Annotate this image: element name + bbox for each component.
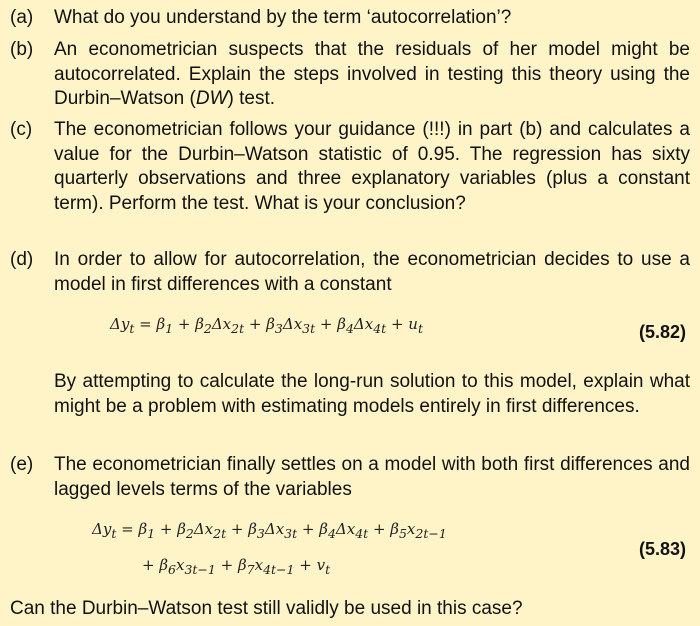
equation-5-83-line2: + $\beta_6x_{3t-1} + \beta_7x_{4t-1} + v_t$ — [142, 556, 331, 577]
question-b-text — [54, 38, 690, 112]
question-b-text-part2: ) test. — [227, 88, 276, 109]
question-e-text: The econometrician finally settles on a model with both first differences and lagged levels terms of the variables — [54, 454, 690, 500]
question-d-label: (d) — [10, 249, 34, 270]
question-d-follow-up — [10, 370, 690, 419]
question-a-text: What do you understand by the term ‘autocorrelation’? — [54, 7, 512, 28]
question-c-text: The econometrician follows your guidance (!!!) in part (b) and calculates a value for the Durbin–Watson statistic of 0.95. The regression has sixty quarterly observations and three explanatory variables (plus a constant term). Perform the test. What is your conclusion? — [54, 119, 690, 214]
question-b-text-em: DW — [195, 88, 228, 109]
closing-question: Can the Durbin–Watson test still validly be used in this case? — [10, 598, 523, 619]
question-a-label: (a) — [10, 7, 34, 28]
question-c-label: (c) — [10, 119, 33, 140]
question-e — [10, 453, 690, 502]
question-d — [10, 248, 690, 297]
question-b-text-part1: An econometrician suspects that the residuals of her model might be autocorrelated. Explain the steps involved in testing this theory using the Durbin–Watson ( — [54, 39, 690, 109]
equation-number-5-82: (5.82) — [638, 322, 686, 342]
equation-5-82: $\Delta y_t = \beta_1 + \beta_2\Delta x_{2t} + \beta_3\Delta x_{3t} + \beta_4\Delta x_{4t} + u_t$ — [110, 315, 423, 336]
question-b — [10, 38, 690, 112]
question-d-follow-up-text: By attempting to calculate the long-run solution to this model, explain what might be a problem with estimating models entirely in first differences. — [54, 371, 690, 417]
equation-5-83-line1: $\Delta y_t = \beta_1 + \beta_2\Delta x_{2t} + \beta_3\Delta x_{3t} + \beta_4\Delta x_{4t} + \beta_5x_{2t-1}$ — [92, 520, 447, 541]
question-c — [10, 118, 690, 216]
question-a — [10, 6, 690, 31]
equation-number-5-83: (5.83) — [638, 539, 686, 559]
question-b-label: (b) — [10, 39, 34, 60]
question-d-text: In order to allow for autocorrelation, the econometrician decides to use a model in first differences with a constant — [54, 249, 690, 295]
question-e-label: (e) — [10, 454, 34, 475]
